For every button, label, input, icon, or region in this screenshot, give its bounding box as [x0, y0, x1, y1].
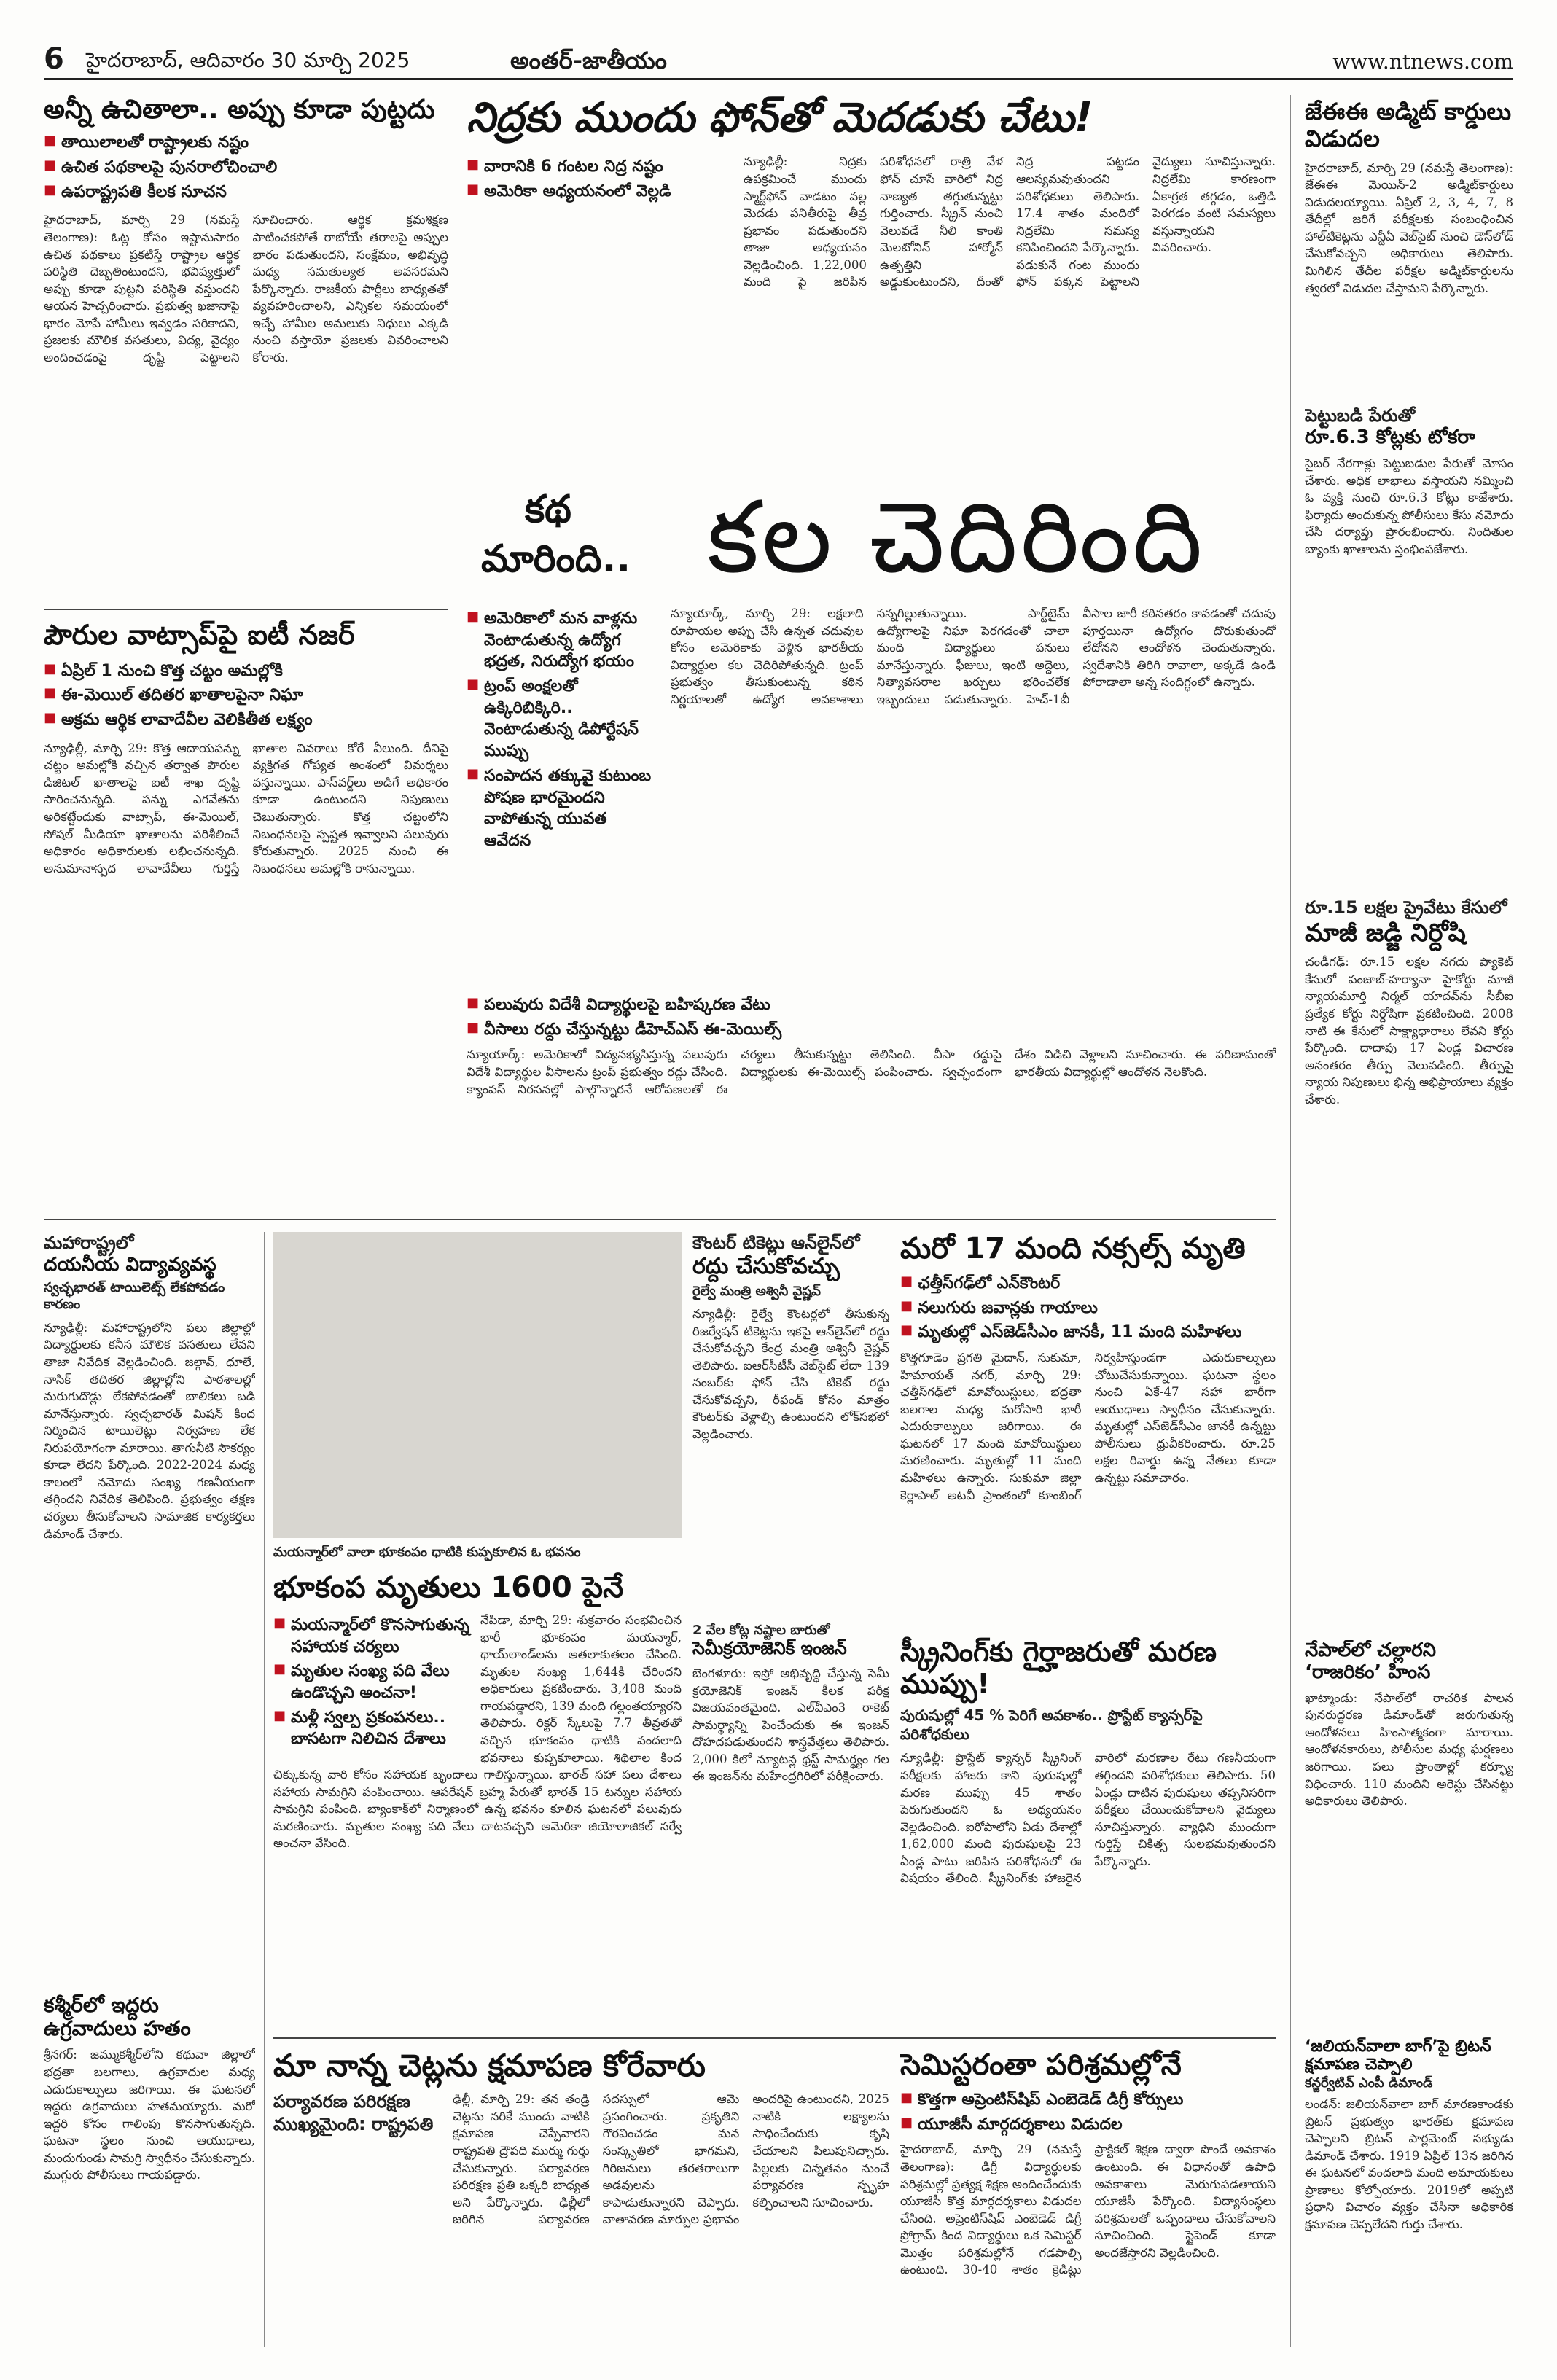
- bullet-item: ■ వారానికి 6 గంటల నిద్ర నష్టం: [467, 156, 729, 178]
- story-bullets: [44, 132, 448, 203]
- story-headline: రద్దు చేసుకోవచ్చు: [692, 1254, 840, 1280]
- story-phone-sleep: [467, 95, 1276, 467]
- feature-bullets: [467, 608, 656, 855]
- story-bullets: [900, 1273, 1276, 1343]
- story-bullets: [900, 2089, 1276, 2135]
- story-headline: అన్నీ ఉచితాలా.. అప్పు కూడా పుట్టదు: [44, 95, 435, 125]
- story-kicker: మహారాష్ట్రలో: [44, 1233, 134, 1253]
- bullet-item: ■ మళ్లీ స్వల్ప ప్రకంపనలు.. బాసటగా నిలిచిన దేశాలు: [273, 1707, 470, 1750]
- sidebar-fraud: [1305, 405, 1513, 882]
- bullet-item: ■ కొత్తగా అప్రెంటిస్‌షిప్‌ ఎంబెడెడ్‌ డిగ్రీ కోర్సులు: [900, 2089, 1276, 2111]
- story-body: శ్రీనగర్‌: జమ్ముకశ్మీర్‌లోని కథువా జిల్లాలో భద్రతా బలగాలు, ఉగ్రవాదుల మధ్య ఎదురుకాల్పులు జరిగాయి. ఈ ఘటనలో ఇద్దరు ఉగ్రవాదులు హతమయ్యారు. మరో ఇద్దరి కోసం గాలింపు కొనసాగుతున్నది. ఘటనా స్థలం నుంచి ఆయుధాలు, మందుగుండు సామగ్రి స్వాధీనం చేసుకున్నారు. ముగ్గురు పోలీసులు గాయపడ్డారు.: [44, 2048, 255, 2182]
- story-headline: మరో 17 మంది నక్సల్స్‌ మృతి: [900, 1232, 1246, 1265]
- bullet-item: ■ ఉచిత పథకాలపై పునరాలోచించాలి: [44, 157, 448, 179]
- story-body: కొత్తగూడెం ప్రగతి మైదాన్‌, సుకుమా, హిమాయత్‌ నగర్‌, మార్చి 29: ఛత్తీస్‌గఢ్‌లో మావోయిస్టులు, భద్రతా బలగాల మధ్య మరోసారి భారీ ఎదురుకాల్పులు జరిగాయి. ఈ ఘటనలో 17 మంది మావోయిస్టులు మరణించారు. మృతుల్లో 11 మంది మహిళలు ఉన్నారు. సుకుమా జిల్లా కెర్లాపాల్‌ అటవీ ప్రాంతంలో కూంబింగ్‌ నిర్వహిస్తుండగా ఎదురుకాల్పులు చోటుచేసుకున్నాయి. ఘటనా స్థలం నుంచి ఏకే-47 సహా భారీగా ఆయుధాలు స్వాధీనం చేసుకున్నారు. మృతుల్లో ఎస్‌జెడ్‌సీఎం జానకీ ఉన్నట్టు పోలీసులు ధ్రువీకరించారు. రూ.25 లక్షల రివార్డు ఉన్న నేతలు కూడా ఉన్నట్టు సమాచారం.: [900, 1351, 1276, 1502]
- page-number: 6: [44, 42, 64, 76]
- feature-header: [467, 481, 1276, 598]
- story-maharashtra: [44, 1232, 255, 1983]
- story-subhead: పురుషుల్లో 45 % పెరిగే అవకాశం.. ప్రొస్టేట్‌ క్యాన్సర్‌పై పరిశోధకులు: [900, 1706, 1203, 1744]
- bullet-item: ■ అమెరికా అధ్యయనంలో వెల్లడి: [467, 181, 729, 203]
- bullet-item: ■ అక్రమ ఆర్థిక లావాదేవీల వెలికితీత లక్ష్యం: [44, 709, 448, 731]
- story-body: నేపిడా, మార్చి 29: శుక్రవారం సంభవించిన భారీ భూకంపం మయన్మార్‌, థాయ్‌లాండ్‌లను అతలాకుతలం చేసింది. మృతుల సంఖ్య 1,644కి చేరిందని అధికారులు ప్రకటించారు. 3,408 మంది గాయపడ్డారని, 139 మంది గల్లంతయ్యారని తెలిపారు. రిక్టర్‌ స్కేలుపై 7.7 తీవ్రతతో వచ్చిన భూకంపం ధాటికి వందలాది భవనాలు కుప్పకూలాయి. శిథిలాల కింద చిక్కుకున్న వారి కోసం సహాయక బృందాలు గాలిస్తున్నాయి. భారత్‌ సహా పలు దేశాలు సహాయ సామగ్రిని పంపించాయి. ఆపరేషన్‌ బ్రహ్మ పేరుతో భారత్‌ 15 టన్నుల సహాయ సామగ్రిని పంపింది. బ్యాంకాక్‌లో నిర్మాణంలో ఉన్న భవనం కూలిన ఘటనలో పలువురు మరణించారు. మృతుల సంఖ్య పది వేలు దాటవచ్చని అమెరికా జియోలాజికల్‌ సర్వే అంచనా వేసింది.: [273, 1613, 682, 1851]
- section-rule: [44, 609, 448, 610]
- photo-caption: మయన్మార్‌లో వాలా భూకంపం ధాటికి కుప్పకూలిన ఓ భవనం: [273, 1545, 581, 1560]
- sidebar-nepal: [1305, 1640, 1513, 2026]
- story-kicker: పెట్టుబడి పేరుతో: [1305, 405, 1416, 426]
- page-header: [44, 42, 1513, 80]
- bullet-item: ■ మృతుల సంఖ్య పది వేలు ఉండొచ్చని అంచనా!: [273, 1661, 470, 1704]
- sidebar-jallianwala: [1305, 2037, 1513, 2351]
- feature-headline: కల చెదిరింది: [707, 481, 1206, 596]
- story-headline: నేపాల్‌లో చల్లారని ‘రాజరికం’ హింస: [1305, 1640, 1436, 1683]
- story-body: హైదరాబాద్‌, మార్చి 29 (నమస్తే తెలంగాణ): ఓట్ల కోసం ఇష్టానుసారం ఉచిత పథకాలు ప్రకటిస్తే రాష్ట్రాల ఆర్థిక పరిస్థితి దెబ్బతింటుందని, భవిష్యత్తులో అప్పు కూడా పుట్టని పరిస్థితి వస్తుందని ఆయన హెచ్చరించారు. ప్రభుత్వ ఖజానాపై భారం మోపే హామీలు ఇవ్వడం సరికాదని, ప్రజలకు మౌలిక వసతులు, విద్య, వైద్యం అందించడంపై దృష్టి పెట్టాలని సూచించారు. ఆర్థిక క్రమశిక్షణ పాటించకపోతే రాబోయే తరాలపై అప్పుల భారం పడుతుందని, సంక్షేమం, అభివృద్ధి మధ్య సమతుల్యత అవసరమని పేర్కొన్నారు. రాజకీయ పార్టీలు బాధ్యతతో వ్యవహరించాలని, ఎన్నికల సమయంలో ఇచ్చే హామీల అమలుకు నిధులు ఎక్కడి నుంచి వస్తాయో ప్రజలకు వివరించాలని కోరారు.: [44, 213, 448, 364]
- story-headline: పౌరుల వాట్సాప్‌పై ఐటీ నజర్‌: [44, 620, 355, 651]
- bullet-item: ■ తాయిలాలతో రాష్ట్రాలకు నష్టం: [44, 132, 448, 154]
- bullet-item: ■ ట్రంప్‌ అంక్షలతో ఉక్కిరిబిక్కిరి.. వెంటాడుతున్న డిపోర్టేషన్‌ ముప్పు: [467, 676, 656, 762]
- earthquake-photo: [273, 1232, 682, 1538]
- bullet-item: ■ నలుగురు జవాన్లకు గాయాలు: [900, 1298, 1276, 1319]
- story-body: న్యూయార్క్‌: అమెరికాలో విద్యనభ్యసిస్తున్న పలువురు విదేశీ విద్యార్థుల వీసాలను ట్రంప్‌ ప్రభుత్వం రద్దు చేసింది. క్యాంపస్‌ నిరసనల్లో పాల్గొన్నారనే ఆరోపణలతో ఈ చర్యలు తీసుకున్నట్టు తెలిసింది. వీసా రద్దుపై విద్యార్థులకు ఈ-మెయిల్స్‌ పంపించారు. స్వచ్ఛందంగా దేశం విడిచి వెళ్లాలని సూచించారు. ఈ పరిణామంతో భారతీయ విద్యార్థుల్లో ఆందోళన నెలకొంది.: [467, 1047, 1276, 1096]
- bullet-item: ■ మయన్మార్‌లో కొనసాగుతున్న సహాయక చర్యలు: [273, 1615, 470, 1658]
- story-body: న్యూఢిల్లీ: నిద్రకు ఉపక్రమించే ముందు స్మార్ట్‌ఫోన్‌ వాడటం వల్ల మెదడు పనితీరుపై తీవ్ర ప్రభావం పడుతుందని తాజా అధ్యయనం వెల్లడించింది. 1,22,000 మంది పై జరిపిన పరిశోధనలో రాత్రి వేళ ఫోన్‌ చూసే వారిలో నిద్ర నాణ్యత తగ్గుతున్నట్టు గుర్తించారు. స్క్రీన్‌ నుంచి వెలువడే నీలి కాంతి మెలటోనిన్‌ హార్మోన్‌ ఉత్పత్తిని అడ్డుకుంటుందని, దీంతో నిద్ర పట్టడం ఆలస్యమవుతుందని పరిశోధకులు తెలిపారు. 17.4 శాతం మందిలో నిద్రలేమి సమస్య కనిపించిందని పేర్కొన్నారు. పడుకునే గంట ముందు ఫోన్‌ పక్కన పెట్టాలని వైద్యులు సూచిస్తున్నారు. నిద్రలేమి కారణంగా ఏకాగ్రత తగ్గడం, ఒత్తిడి పెరగడం వంటి సమస్యలు వస్తున్నాయని వివరించారు.: [744, 155, 1276, 289]
- feature-story: [467, 605, 1276, 984]
- story-screening: [900, 1636, 1276, 2030]
- story-earthquake: [273, 1232, 682, 2026]
- story-byline: స్వచ్ఛభారత్‌ టాయిలెట్స్‌ లేకపోవడం కారణం: [44, 1280, 225, 1313]
- story-bullets: [467, 994, 1276, 1040]
- bullet-item: ■ సంపాదన తక్కువై కుటుంబ పోషణ భారమైందని వాపోతున్న యువత ఆవేదన: [467, 765, 656, 852]
- story-headline: రూ.6.3 కోట్లకు టోకరా: [1305, 426, 1475, 449]
- story-kicker: పర్యావరణ పరిరక్షణ ముఖ్యమైంది: రాష్ట్రపతి: [273, 2091, 434, 2135]
- story-body: బెంగళూరు: ఇస్రో అభివృద్ధి చేస్తున్న సెమీ క్రయోజెనిక్‌ ఇంజన్‌ కీలక పరీక్ష విజయవంతమైంది. ఎల్‌వీఎం3 రాకెట్‌ సామర్థ్యాన్ని పెంచేందుకు ఈ ఇంజన్‌ దోహదపడుతుందని శాస్త్రవేత్తలు తెలిపారు. 2,000 కిలో న్యూటన్ల థ్రస్ట్‌ సామర్థ్యం గల ఈ ఇంజన్‌ను మహేంద్రగిరిలో పరీక్షించారు.: [692, 1666, 889, 1784]
- story-headline: మాజీ జడ్జి నిర్దోషి: [1305, 918, 1466, 948]
- bullet-item: ■ మృతుల్లో ఎస్‌జెడ్‌సీఎం జానకీ, 11 మంది మహిళలు: [900, 1322, 1276, 1343]
- bullet-item: ■ యూజీసీ మార్గదర్శకాలు విడుదల: [900, 2114, 1276, 2136]
- section-title: అంతర్‌-జాతీయం: [510, 47, 667, 74]
- story-byline: కన్జర్వేటివ్‌ ఎంపీ డిమాండ్‌: [1305, 2075, 1433, 2091]
- story-byline: రైల్వే మంత్రి అశ్వినీ వైష్ణవ్‌: [692, 1283, 821, 1299]
- bullet-item: ■ అమెరికాలో మన వాళ్లను వెంటాడుతున్న ఉద్యోగ భద్రత, నిరుద్యోగ భయం: [467, 608, 656, 673]
- story-bullets: [44, 660, 448, 731]
- story-body: న్యూఢిల్లీ: రైల్వే కౌంటర్లలో తీసుకున్న రిజర్వేషన్‌ టికెట్లను ఇకపై ఆన్‌లైన్‌లో రద్దు చేసుకోవచ్చని కేంద్ర మంత్రి అశ్వినీ వైష్ణవ్‌ తెలిపారు. ఐఆర్‌సీటీసీ వెబ్‌సైట్‌ లేదా 139 నంబర్‌కు ఫోన్‌ చేసి టికెట్‌ రద్దు చేసుకోవచ్చని, రీఫండ్‌ కోసం మాత్రం కౌంటర్‌కు వెళ్లాల్సి ఉంటుందని లోక్‌సభలో వెల్లడించారు.: [692, 1307, 889, 1442]
- story-body: న్యూఢిల్లీ: ప్రొస్టేట్‌ క్యాన్సర్‌ స్క్రీనింగ్‌ పరీక్షలకు హాజరు కాని పురుషుల్లో మరణ ముప్పు 45 శాతం పెరుగుతుందని ఓ అధ్యయనం వెల్లడించింది. ఐరోపాలోని ఏడు దేశాల్లో 1,62,000 మంది పురుషులపై 23 ఏండ్ల పాటు జరిపిన పరిశోధనలో ఈ విషయం తేలింది. స్క్రీనింగ్‌కు హాజరైన వారిలో మరణాల రేటు గణనీయంగా తగ్గిందని పరిశోధకులు తెలిపారు. 50 ఏండ్లు దాటిన పురుషులు తప్పనిసరిగా పరీక్షలు చేయించుకోవాలని వైద్యులు సూచిస్తున్నారు. వ్యాధిని ముందుగా గుర్తిస్తే చికిత్స సులభమవుతుందని పేర్కొన్నారు.: [900, 1751, 1276, 1886]
- story-rail: [692, 1232, 889, 1611]
- story-bullets: [467, 156, 729, 205]
- story-headline: భూకంప మృతులు 1600 పైనే: [273, 1571, 624, 1604]
- story-headline: స్క్రీనింగ్‌కు గైర్హాజరుతో మరణ ముప్పు!: [900, 1636, 1217, 1700]
- feature-kicker-1: కథ: [525, 488, 571, 531]
- story-headline: నిద్రకు ముందు ఫోన్‌తో మెదడుకు చేటు!: [467, 95, 1093, 141]
- story-whatsapp: [44, 620, 448, 1210]
- story-headline: కశ్మీర్‌లో ఇద్దరు ఉగ్రవాదులు హతం: [44, 1994, 191, 2041]
- story-headline: మా నాన్న చెట్లను క్షమాపణ కోరేవారు: [273, 2048, 706, 2083]
- story-kicker: 2 వేల కోట్ల నష్టాల బారుతో: [692, 1623, 830, 1638]
- sidebar-jee: [1305, 98, 1513, 390]
- story-naxals: [900, 1232, 1276, 1626]
- story-visa-cancel: [467, 991, 1276, 1210]
- section-rule: [273, 2037, 1276, 2039]
- bullet-item: ■ ఈ-మెయిల్‌ తదితర ఖాతాలపైనా నిఘా: [44, 684, 448, 706]
- bullet-item: ■ ఛత్తీస్‌గఢ్‌లో ఎన్‌కౌంటర్‌: [900, 1273, 1276, 1295]
- story-kicker: రూ.15 లక్షల ప్రైవేటు కేసులో: [1305, 897, 1507, 918]
- story-headline: సెమిస్టరంతా పరిశ్రమల్లోనే: [900, 2048, 1182, 2082]
- bullet-item: ■ పలువురు విదేశీ విద్యార్థులపై బహిష్కరణ వేటు: [467, 994, 1276, 1016]
- story-body: ఢిల్లీ, మార్చి 29: తన తండ్రి చెట్లను నరికే ముందు వాటికి క్షమాపణ చెప్పేవారని రాష్ట్రపతి ద్రౌపది ముర్ము గుర్తు చేసుకున్నారు. పర్యావరణ పరిరక్షణ ప్రతి ఒక్కరి బాధ్యత అని పేర్కొన్నారు. ఢిల్లీలో జరిగిన పర్యావరణ సదస్సులో ఆమె ప్రసంగించారు. ప్రకృతిని గౌరవించడం మన సంస్కృతిలో భాగమని, గిరిజనులు తరతరాలుగా అడవులను కాపాడుతున్నారని చెప్పారు. వాతావరణ మార్పుల ప్రభావం అందరిపై ఉంటుందని, 2025 నాటికి లక్ష్యాలను సాధించేందుకు కృషి చేయాలని పిలుపునిచ్చారు. పిల్లలకు చిన్నతనం నుంచే పర్యావరణ స్పృహ కల్పించాలని సూచించారు.: [453, 2092, 889, 2227]
- story-headline: ‘జలియన్‌వాలా బాగ్‌’పై బ్రిటన్‌ క్షమాపణ చెప్పాలి: [1305, 2037, 1491, 2075]
- story-headline: సెమీక్రయోజెనిక్‌ ఇంజన్‌: [692, 1638, 847, 1659]
- feature-kicker-2: మారింది..: [481, 537, 631, 581]
- story-body: హైదరాబాద్‌, మార్చి 29 (నమస్తే తెలంగాణ): డిగ్రీ విద్యార్థులకు పరిశ్రమల్లో ప్రత్యక్ష శిక్షణ అందించేందుకు యూజీసీ కొత్త మార్గదర్శకాలు విడుదల చేసింది. అప్రెంటిస్‌షిప్‌ ఎంబెడెడ్‌ డిగ్రీ ప్రోగ్రామ్‌ కింద విద్యార్థులు ఒక సెమిస్టర్‌ మొత్తం పరిశ్రమల్లోనే గడపాల్సి ఉంటుంది. 30-40 శాతం క్రెడిట్లు ప్రాక్టికల్‌ శిక్షణ ద్వారా పొందే అవకాశం ఉంటుంది. ఈ విధానంతో ఉపాధి అవకాశాలు మెరుగుపడతాయని యూజీసీ పేర్కొంది. విద్యాసంస్థలు పరిశ్రమలతో ఒప్పందాలు చేసుకోవాలని సూచించింది. స్టైపెండ్‌ కూడా అందజేస్తారని వెల్లడించింది.: [900, 2142, 1276, 2277]
- feature-body: న్యూయార్క్‌, మార్చి 29: లక్షలాది రూపాయల అప్పు చేసి ఉన్నత చదువుల కోసం అమెరికాకు వెళ్లిన భారతీయ విద్యార్థుల కల చెదిరిపోతున్నది. ట్రంప్‌ ప్రభుత్వం తీసుకుంటున్న కఠిన నిర్ణయాలతో ఉద్యోగ అవకాశాలు సన్నగిల్లుతున్నాయి. పార్ట్‌టైమ్‌ ఉద్యోగాలపై నిఘా పెరగడంతో చాలా మంది విద్యార్థులు పనులు మానేస్తున్నారు. ఫీజులు, ఇంటి అద్దెలు, నిత్యావసరాల ఖర్చులు భరించలేక ఇబ్బందులు పడుతున్నారు. హెచ్‌-1బీ వీసాల జారీ కఠినతరం కావడంతో చదువు పూర్తయినా ఉద్యోగం దొరుకుతుందో లేదోనని ఆందోళన చెందుతున్నారు. స్వదేశానికి తిరిగి రావాలా, అక్కడే ఉండి పోరాడాలా అన్న సందిగ్ధంలో ఉన్నారు.: [671, 606, 1276, 706]
- section-rule: [44, 1219, 1276, 1220]
- story-body: న్యూఢిల్లీ, మార్చి 29: కొత్త ఆదాయపన్ను చట్టం అమల్లోకి వచ్చిన తర్వాత పౌరుల డిజిటల్‌ ఖాతాలపై ఐటీ శాఖ దృష్టి సారించనున్నది. పన్ను ఎగవేతను అరికట్టేందుకు వాట్సాప్‌, ఈ-మెయిల్‌, సోషల్‌ మీడియా ఖాతాలను పరిశీలించే అధికారం అధికారులకు లభించనున్నది. అనుమానాస్పద లావాదేవీలు గుర్తిస్తే ఖాతాల వివరాలు కోరే వీలుంది. దీనిపై వ్యక్తిగత గోప్యత అంశంలో విమర్శలు వస్తున్నాయి. పాస్‌వర్డ్‌లు అడిగే అధికారం కూడా ఉంటుందని నిపుణులు చెబుతున్నారు. కొత్త చట్టంలోని నిబంధనలపై స్పష్టత ఇవ్వాలని పలువురు కోరుతున్నారు. 2025 నుంచి ఈ నిబంధనలు అమల్లోకి రానున్నాయి.: [44, 741, 448, 875]
- story-kashmir: [44, 1994, 255, 2351]
- page-date: హైదరాబాద్‌, ఆదివారం 30 మార్చి 2025: [86, 48, 410, 72]
- story-freebies: [44, 95, 448, 601]
- story-body: హైదరాబాద్‌, మార్చి 29 (నమస్తే తెలంగాణ): జేఈఈ మెయిన్‌-2 అడ్మిట్‌కార్డులు విడుదలయ్యాయి. ఏప్రిల్‌ 2, 3, 4, 7, 8 తేదీల్లో జరిగే పరీక్షలకు సంబంధించిన హాల్‌టికెట్లను ఎన్టీఏ వెబ్‌సైట్‌ నుంచి డౌన్‌లోడ్‌ చేసుకోవచ్చని అధికారులు తెలిపారు. మిగిలిన తేదీల పరీక్షల అడ్మిట్‌కార్డులను త్వరలో విడుదల చేస్తామని పేర్కొన్నారు.: [1305, 160, 1513, 295]
- bullet-item: ■ వీసాలు రద్దు చేస్తున్నట్టు డీహెచ్‌ఎస్‌ ఈ-మెయిల్స్‌: [467, 1019, 1276, 1041]
- story-kicker: కౌంటర్‌ టికెట్లు ఆన్‌లైన్‌లో: [692, 1233, 860, 1253]
- story-isro: [692, 1622, 889, 2030]
- story-body: లండన్‌: జలియన్‌వాలా బాగ్‌ మారణకాండకు బ్రిటన్‌ ప్రభుత్వం భారత్‌కు క్షమాపణ చెప్పాలని బ్రిటన్‌ పార్లమెంట్‌ సభ్యుడు డిమాండ్‌ చేశారు. 1919 ఏప్రిల్‌ 13న జరిగిన ఈ ఘటనలో వందలాది మంది అమాయకులు ప్రాణాలు కోల్పోయారు. 2019లో అప్పటి ప్రధాని విచారం వ్యక్తం చేసినా అధికారిక క్షమాపణ చెప్పలేదని గుర్తు చేశారు.: [1305, 2096, 1513, 2231]
- story-headline: దయనీయ విద్యావ్యవస్థ: [44, 1254, 216, 1276]
- story-body: సైబర్‌ నేరగాళ్లు పెట్టుబడుల పేరుతో మోసం చేశారు. అధిక లాభాలు వస్తాయని నమ్మించి ఓ వ్యక్తి నుంచి రూ.6.3 కోట్లు కాజేశారు. ఫిర్యాదు అందుకున్న పోలీసులు కేసు నమోదు చేసి దర్యాప్తు ప్రారంభించారు. నిందితుల బ్యాంకు ఖాతాలను స్తంభింపజేశారు.: [1305, 456, 1513, 556]
- story-headline: జేఈఈ అడ్మిట్‌ కార్డులు విడుదల: [1305, 98, 1512, 152]
- column-rule: [264, 1232, 265, 2347]
- story-body: ఖాట్మాండు: నేపాల్‌లో రాచరిక పాలన పునరుద్ధరణ డిమాండ్‌తో జరుగుతున్న ఆందోళనలు హింసాత్మకంగా మారాయి. ఆందోళనకారులు, పోలీసుల మధ్య ఘర్షణలు జరిగాయి. పలు ప్రాంతాల్లో కర్ఫ్యూ విధించారు. 110 మందిని అరెస్టు చేసినట్టు అధికారులు తెలిపారు.: [1305, 1690, 1513, 1809]
- story-bullets: [273, 1615, 470, 1753]
- story-body: చండీగఢ్‌: రూ.15 లక్షల నగదు ప్యాకెట్‌ కేసులో పంజాబ్‌-హర్యానా హైకోర్టు మాజీ న్యాయమూర్తి నిర్మల్‌ యాదవ్‌ను సీబీఐ ప్రత్యేక కోర్టు నిర్దోషిగా ప్రకటించింది. 2008 నాటి ఈ కేసులో సాక్ష్యాధారాలు లేవని కోర్టు పేర్కొంది. దాదాపు 17 ఏండ్ల విచారణ అనంతరం తీర్పు వెలువడింది. తీర్పుపై న్యాయ నిపుణులు భిన్న అభిప్రాయాలు వ్యక్తం చేశారు.: [1305, 955, 1513, 1107]
- story-president: [273, 2048, 889, 2347]
- story-body: న్యూఢిల్లీ: మహారాష్ట్రలోని పలు జిల్లాల్లో విద్యార్థులకు కనీస మౌలిక వసతులు లేవని తాజా నివేదిక వెల్లడించింది. జల్గావ్‌, ధూలే, నాసిక్‌ తదితర జిల్లాల్లోని పాఠశాలల్లో మరుగుదొడ్లు లేకపోవడంతో బాలికలు బడి మానేస్తున్నారు. స్వచ్ఛభారత్‌ మిషన్‌ కింద నిర్మించిన టాయిలెట్లు నిర్వహణ లేక నిరుపయోగంగా మారాయి. తాగునీటి సౌకర్యం కూడా లేదని పేర్కొంది. 2022-2024 మధ్య కాలంలో నమోదు సంఖ్య గణనీయంగా తగ్గిందని నివేదిక తెలిపింది. ప్రభుత్వం తక్షణ చర్యలు తీసుకోవాలని సామాజిక కార్యకర్తలు డిమాండ్‌ చేశారు.: [44, 1320, 255, 1541]
- bullet-item: ■ ఉపరాష్ట్రపతి కీలక సూచన: [44, 182, 448, 203]
- sidebar-judge: [1305, 897, 1513, 1626]
- site-url[interactable]: www.ntnews.com: [1332, 50, 1513, 74]
- bullet-item: ■ ఏప్రిల్‌ 1 నుంచి కొత్త చట్టం అమల్లోకి: [44, 660, 448, 682]
- story-semester: [900, 2048, 1276, 2347]
- column-rule: [1290, 95, 1291, 2347]
